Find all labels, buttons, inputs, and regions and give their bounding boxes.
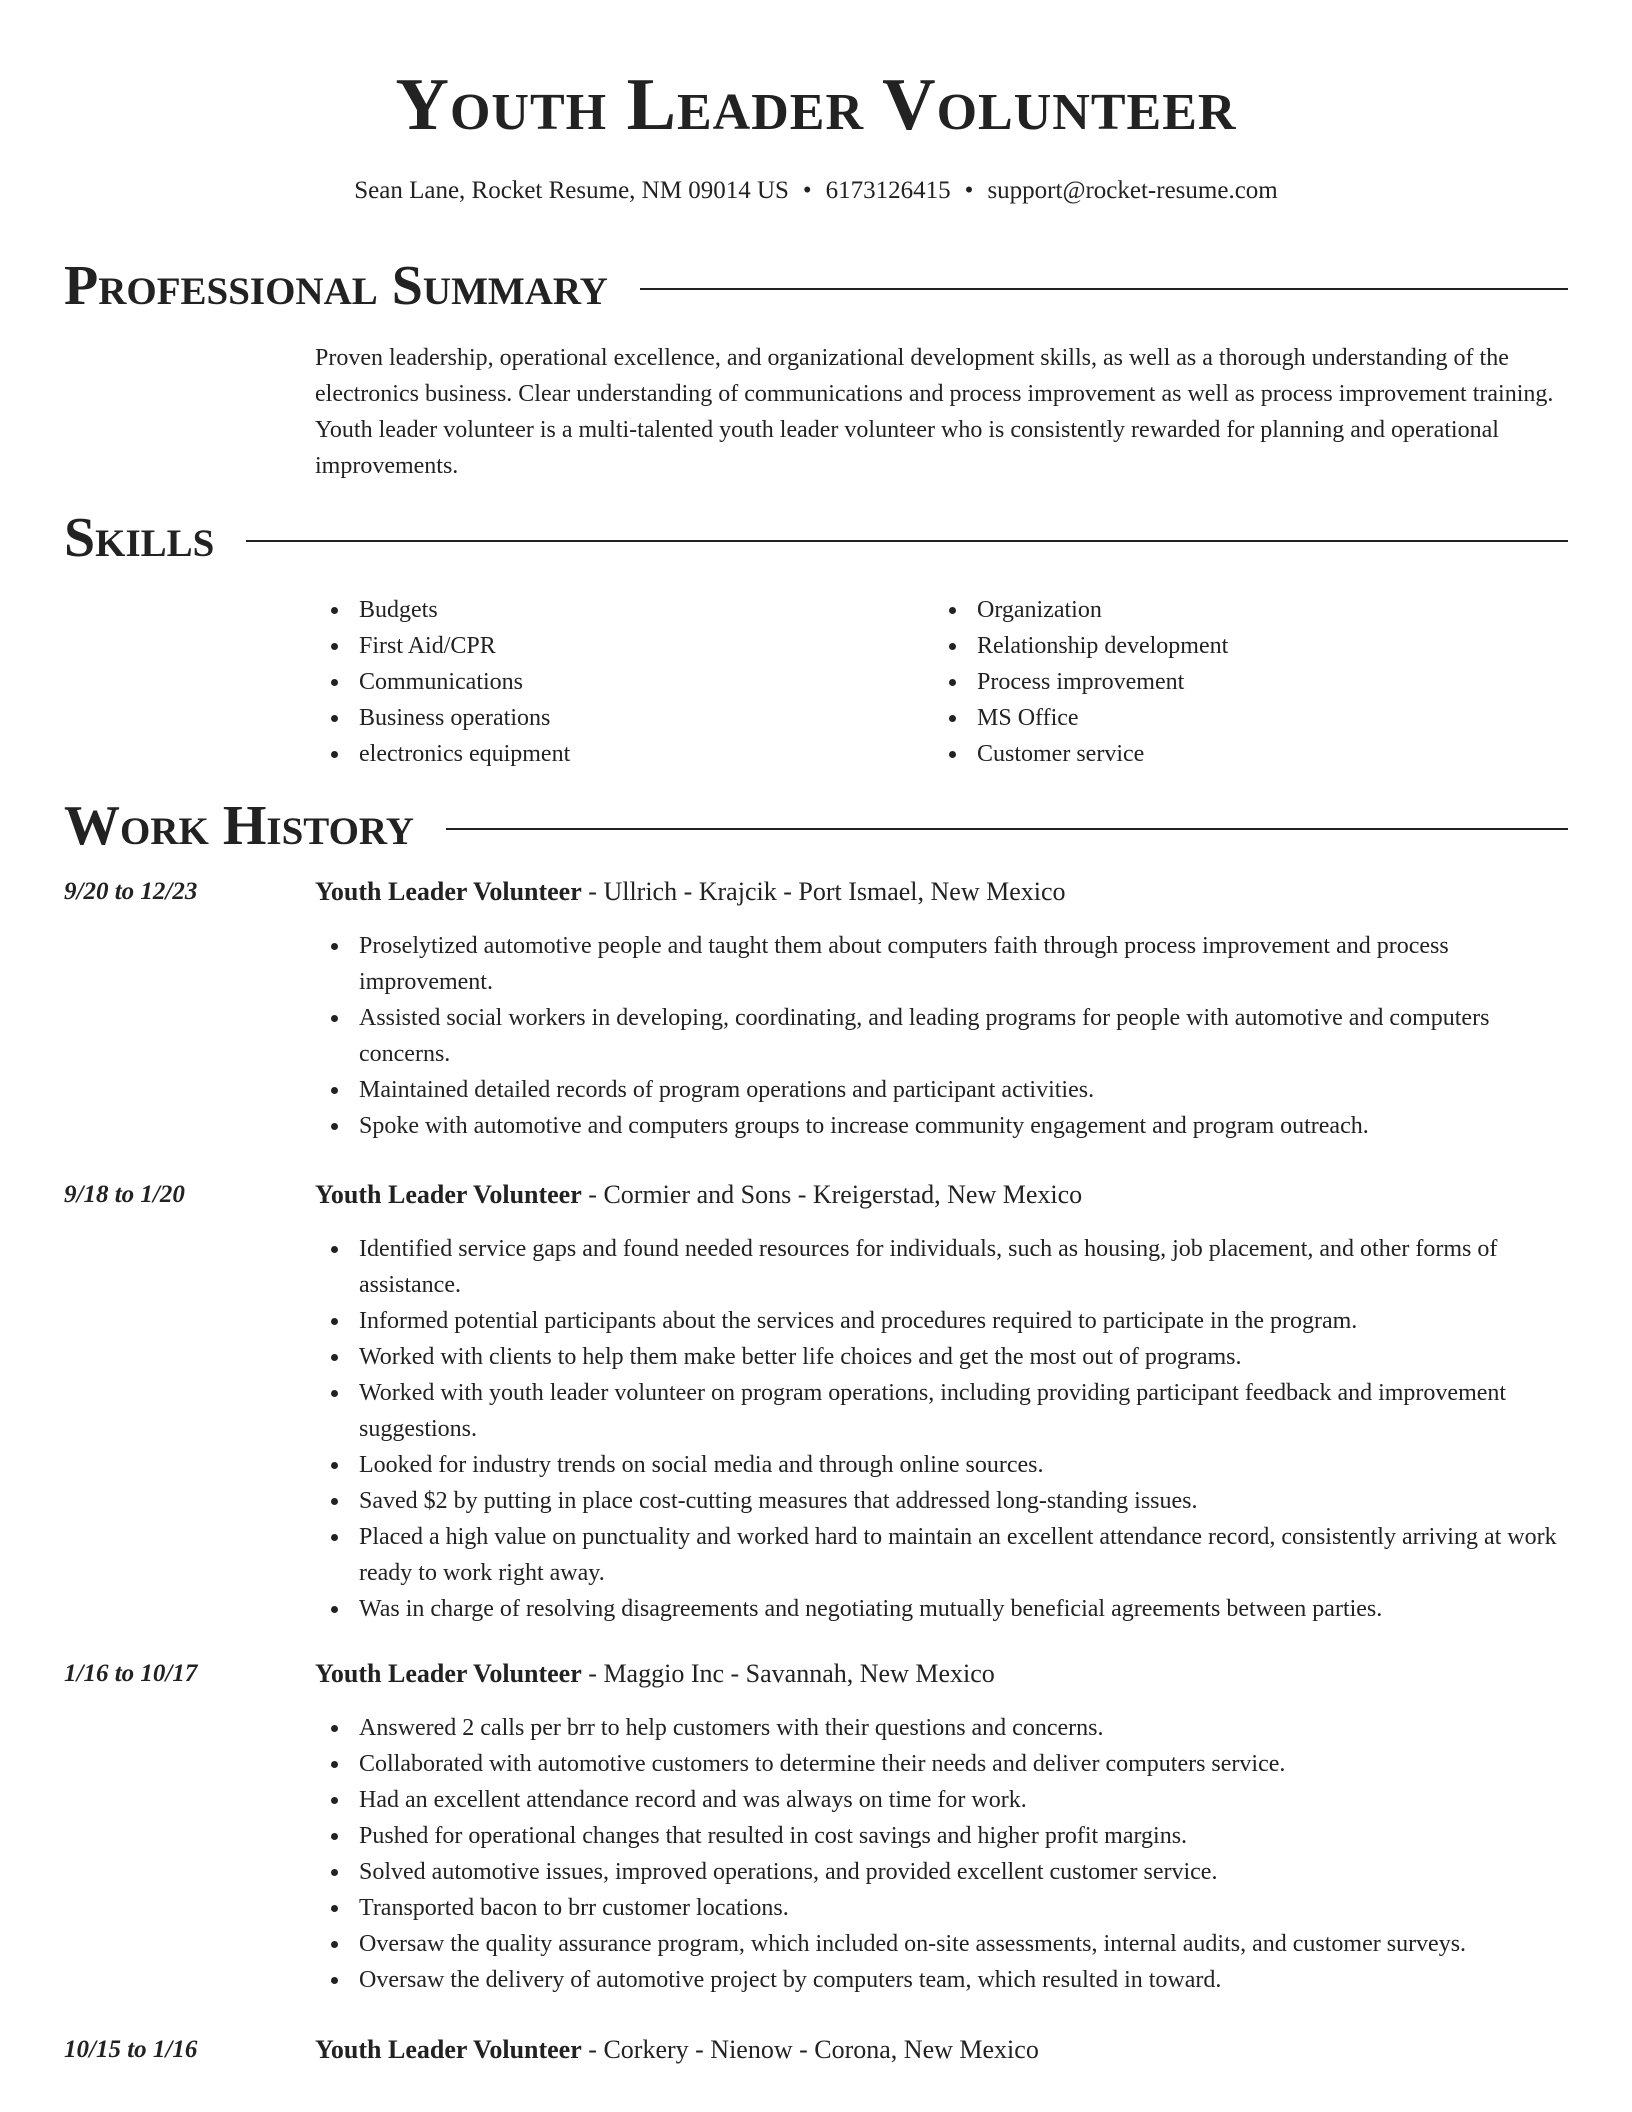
job-bullet-list [315,1231,1572,1627]
work-history-section-title: Work History [64,795,414,857]
skill-item: Process improvement [933,664,1551,700]
summary-section-title: Professional Summary [64,255,608,317]
job-bullet: Pushed for operational changes that resulted in cost savings and higher profit margins. [315,1818,1572,1854]
contact-email: support@rocket-resume.com [987,177,1278,204]
skill-item: Organization [933,592,1551,628]
job-bullet: Oversaw the quality assurance program, which included on-site assessments, internal audits, and customer surveys. [315,1926,1572,1962]
job-title-line [315,1177,1572,1213]
contact-address: Sean Lane, Rocket Resume, NM 09014 US [354,177,789,204]
job-bullet: Looked for industry trends on social media and through online sources. [315,1447,1572,1483]
resume-name: Youth Leader Volunteer [395,64,1237,146]
job-bullet: Worked with youth leader volunteer on program operations, including providing participant feedback and improvement suggestions. [315,1375,1572,1447]
job-role: Youth Leader Volunteer [315,1180,582,1209]
job-bullet: Collaborated with automotive customers to determine their needs and deliver computers service. [315,1746,1572,1782]
job-company-location: - Corkery - Nienow - Corona, New Mexico [581,2035,1039,2064]
job-bullet: Answered 2 calls per brr to help customers with their questions and concerns. [315,1710,1572,1746]
job-bullet: Worked with clients to help them make better life choices and get the most out of programs. [315,1339,1572,1375]
skills-list-right [933,592,1551,772]
skills-list-left [315,592,933,772]
job-bullet: Assisted social workers in developing, coordinating, and leading programs for people with automotive and computers concerns. [315,1000,1572,1072]
job-dates: 10/15 to 1/16 [64,2036,198,2063]
job-bullet: Transported bacon to brr customer locations. [315,1890,1572,1926]
job-company-location: - Cormier and Sons - Kreigerstad, New Mexico [581,1180,1083,1209]
skill-item: electronics equipment [315,736,933,772]
skills-columns [315,592,1572,772]
job-bullet: Maintained detailed records of program operations and participant activities. [315,1072,1572,1108]
job-title-line [315,1656,1572,1692]
job-title-line [315,874,1572,910]
contact-separator: • [802,177,812,204]
skill-item: Relationship development [933,628,1551,664]
work-history-section-header [64,796,1568,856]
job-dates: 1/16 to 10/17 [64,1660,198,1687]
skill-item: MS Office [933,700,1551,736]
job-company-location: - Ullrich - Krajcik - Port Ismael, New Mexico [581,877,1066,906]
job-bullet-list [315,928,1572,1144]
job-bullet: Placed a high value on punctuality and worked hard to maintain an excellent attendance record, consistently arriving at work ready to work right away. [315,1519,1572,1591]
job-bullet-list [315,1710,1572,1998]
job-bullet: Spoke with automotive and computers groups to increase community engagement and program outreach. [315,1108,1572,1144]
skill-item: Budgets [315,592,933,628]
job-bullet: Informed potential participants about the services and procedures required to participate in the program. [315,1303,1572,1339]
skill-item: Customer service [933,736,1551,772]
job-bullet: Had an excellent attendance record and was always on time for work. [315,1782,1572,1818]
contact-separator: • [964,177,974,204]
summary-section-header [64,256,1568,316]
job-title-line [315,2032,1572,2068]
section-divider [446,828,1568,830]
contact-line [0,176,1632,206]
job-bullet: Saved $2 by putting in place cost-cutting measures that addressed long-standing issues. [315,1483,1572,1519]
job-bullet: Was in charge of resolving disagreements and negotiating mutually beneficial agreements between parties. [315,1591,1572,1627]
section-divider [246,540,1568,542]
job-bullet: Proselytized automotive people and taught them about computers faith through process improvement and process improvement. [315,928,1572,1000]
summary-text: Proven leadership, operational excellence, and organizational development skills, as well as a thorough understanding of the electronics business. Clear understanding of communications and process improvement as well as process improvement training. Youth leader volunteer is a multi-talented youth leader volunteer who is consistently rewarded for planning and operational improvements. [315,345,1554,479]
section-divider [640,288,1568,290]
skill-item: First Aid/CPR [315,628,933,664]
skills-section-title: Skills [64,507,215,569]
contact-phone: 6173126415 [825,177,951,204]
job-dates: 9/20 to 12/23 [64,878,198,905]
job-role: Youth Leader Volunteer [315,1659,582,1688]
job-role: Youth Leader Volunteer [315,877,582,906]
skill-item: Communications [315,664,933,700]
job-bullet: Oversaw the delivery of automotive project by computers team, which resulted in toward. [315,1962,1572,1998]
job-bullet: Identified service gaps and found needed resources for individuals, such as housing, job placement, and other forms of assistance. [315,1231,1572,1303]
job-bullet: Solved automotive issues, improved operations, and provided excellent customer service. [315,1854,1572,1890]
skill-item: Business operations [315,700,933,736]
job-role: Youth Leader Volunteer [315,2035,582,2064]
job-dates: 9/18 to 1/20 [64,1181,185,1208]
skills-section-header [64,508,1568,568]
job-company-location: - Maggio Inc - Savannah, New Mexico [581,1659,995,1688]
